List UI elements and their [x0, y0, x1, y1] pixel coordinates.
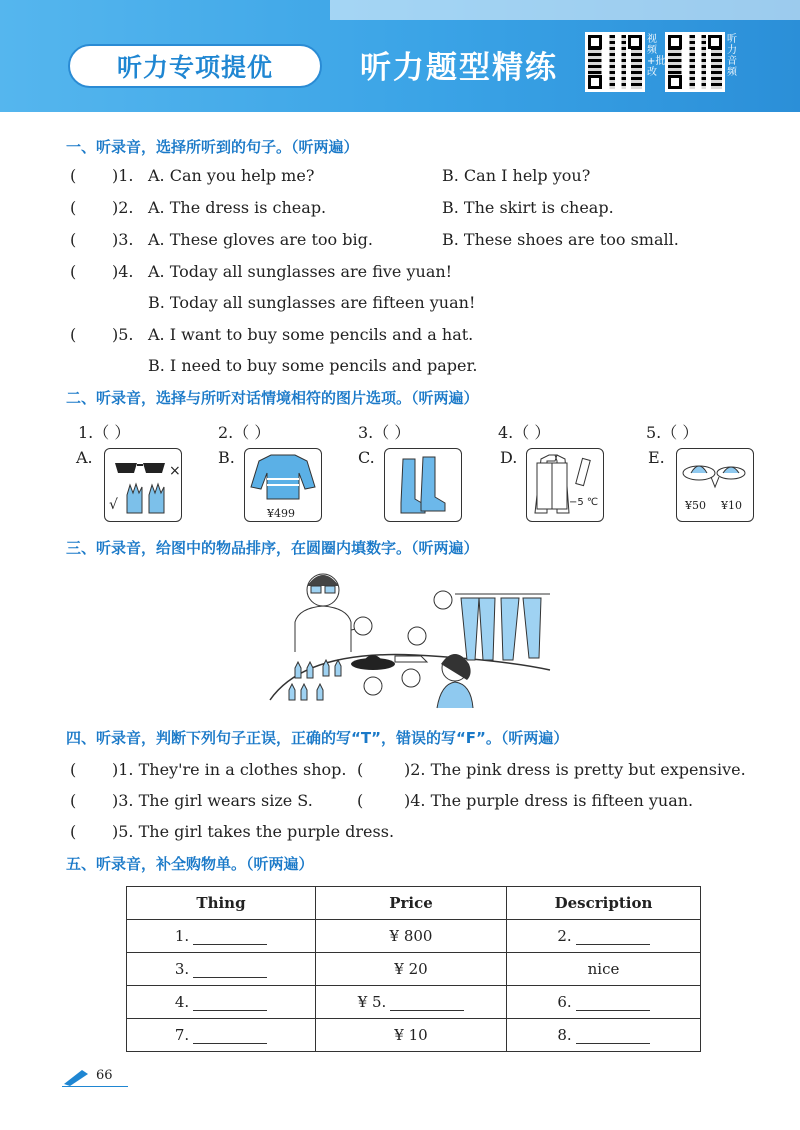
question-1-1: ( )1. A. Can you help me? B. Can I help you?	[70, 166, 591, 185]
judge-row-3: ( )5. The girl takes the purple dress.	[70, 822, 395, 841]
table-row: 1. ¥ 800 2.	[127, 920, 701, 953]
answer-slot-3[interactable]: 3.（ ）	[358, 423, 411, 442]
hat-price-2: ¥10	[721, 499, 742, 512]
col-description: Description	[507, 887, 701, 920]
question-1-5: ( )5. A. I want to buy some pencils and a hat.	[70, 325, 474, 344]
answer-slot-5[interactable]: 5.（ ）	[646, 423, 699, 442]
option-d-image	[526, 448, 604, 522]
judge-row-2: ( )3. The girl wears size S. ( )4. The purple dress is fifteen yuan.	[70, 791, 694, 810]
section-2-title: 二、听录音，选择与所听对话情境相符的图片选项。（听两遍）	[66, 389, 479, 407]
page-header	[0, 0, 800, 112]
table-row: 7. ¥ 10 8.	[127, 1019, 701, 1052]
table-row: 4. ¥ 5. 6.	[127, 986, 701, 1019]
section-5-title: 五、听录音，补全购物单。（听两遍）	[66, 855, 314, 873]
page-number: 66	[96, 1068, 113, 1083]
option-label-a: A.	[76, 448, 93, 467]
qr-code-video[interactable]	[585, 32, 645, 92]
hat-price-1: ¥50	[685, 499, 706, 512]
qr-label-video: 视频+批改	[647, 34, 666, 78]
question-1-3: ( )3. A. These gloves are too big. B. These shoes are too small.	[70, 230, 679, 249]
judge-row-1: ( )1. They're in a clothes shop. ( )2. The pink dress is pretty but expensive.	[70, 760, 746, 779]
answer-slot-2[interactable]: 2.（ ）	[218, 423, 271, 442]
table-row: 3. ¥ 20 nice	[127, 953, 701, 986]
question-1-5-b: B. I need to buy some pencils and paper.	[148, 356, 478, 375]
page-footer	[62, 1066, 132, 1088]
right-mark: √	[109, 497, 118, 513]
picture-options	[72, 420, 772, 530]
shop-scene-image	[265, 560, 555, 710]
shopping-list-table	[126, 886, 701, 1052]
option-a-image	[104, 448, 182, 522]
section-1-title: 一、听录音，选择所听到的句子。（听两遍）	[66, 138, 359, 156]
section-4-title: 四、听录音，判断下列句子正误，正确的写“T”，错误的写“F”。（听两遍）	[66, 729, 569, 747]
pencil-icon	[62, 1066, 92, 1086]
option-b-image	[244, 448, 322, 522]
page-title: 听力题型精练	[360, 50, 558, 86]
temperature: −5 ℃	[569, 497, 599, 508]
qr-code-audio[interactable]	[665, 32, 725, 92]
question-1-4: ( )4. A. Today all sunglasses are five yuan!	[70, 262, 453, 281]
header-wave	[330, 0, 800, 20]
option-label-e: E.	[648, 448, 665, 467]
option-c-image	[384, 448, 462, 522]
question-1-4-b: B. Today all sunglasses are fifteen yuan!	[148, 293, 476, 312]
section-pill: 听力专项提优	[68, 44, 322, 88]
option-label-d: D.	[500, 448, 518, 467]
option-e-image	[676, 448, 754, 522]
section-3-title: 三、听录音，给图中的物品排序，在圆圈内填数字。（听两遍）	[66, 539, 479, 557]
sweater-price: ¥499	[267, 507, 295, 520]
option-label-b: B.	[218, 448, 235, 467]
question-1-2: ( )2. A. The dress is cheap. B. The skirt is cheap.	[70, 198, 614, 217]
col-price: Price	[316, 887, 507, 920]
wrong-mark: ×	[169, 463, 181, 479]
answer-slot-4[interactable]: 4.（ ）	[498, 423, 551, 442]
option-label-c: C.	[358, 448, 375, 467]
col-thing: Thing	[127, 887, 316, 920]
answer-slot-1[interactable]: 1.（ ）	[78, 423, 131, 442]
qr-label-audio: 听力音频	[727, 34, 737, 78]
